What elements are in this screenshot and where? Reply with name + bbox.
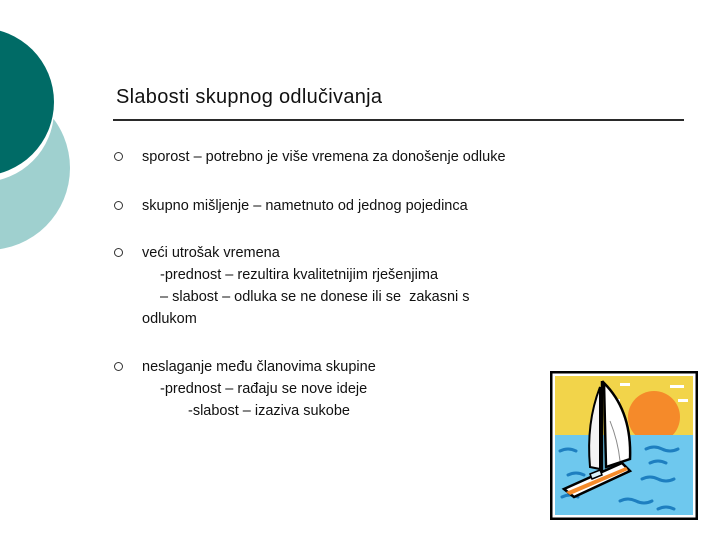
bullet-text — [142, 242, 562, 330]
bullet-line: neslaganje među članovima skupine — [142, 359, 376, 375]
bullet-subline: -slabost – izaziva sukobe — [188, 403, 350, 419]
bullet-line: sporost – potrebno je više vremena za donošenje odluke — [142, 149, 506, 165]
bullet-text — [142, 146, 562, 168]
slide-title: Slabosti skupnog odlučivanja — [116, 86, 383, 108]
bullet-text — [142, 195, 562, 217]
sailboat-clipart-icon — [550, 371, 698, 520]
title-underline — [113, 119, 684, 121]
bullet-subline: odlukom — [142, 311, 197, 327]
bullet-line: skupno mišljenje – nametnuto od jednog pojedinca — [142, 198, 468, 214]
bullet-circle-icon — [114, 152, 123, 161]
bullet-subline: -prednost – rezultira kvalitetnijim rješenjima — [160, 267, 439, 283]
bullet-subline: -prednost – rađaju se nove ideje — [160, 381, 368, 397]
bullet-circle-icon — [114, 201, 123, 210]
bullet-text — [142, 356, 562, 422]
bullet-circle-icon — [114, 248, 123, 257]
bullet-line: veći utrošak vremena — [142, 245, 280, 261]
bullet-subline: – slabost – odluka se ne donese ili se zakasni s — [160, 289, 470, 305]
decorative-circles — [0, 0, 110, 300]
bullet-circle-icon — [114, 362, 123, 371]
